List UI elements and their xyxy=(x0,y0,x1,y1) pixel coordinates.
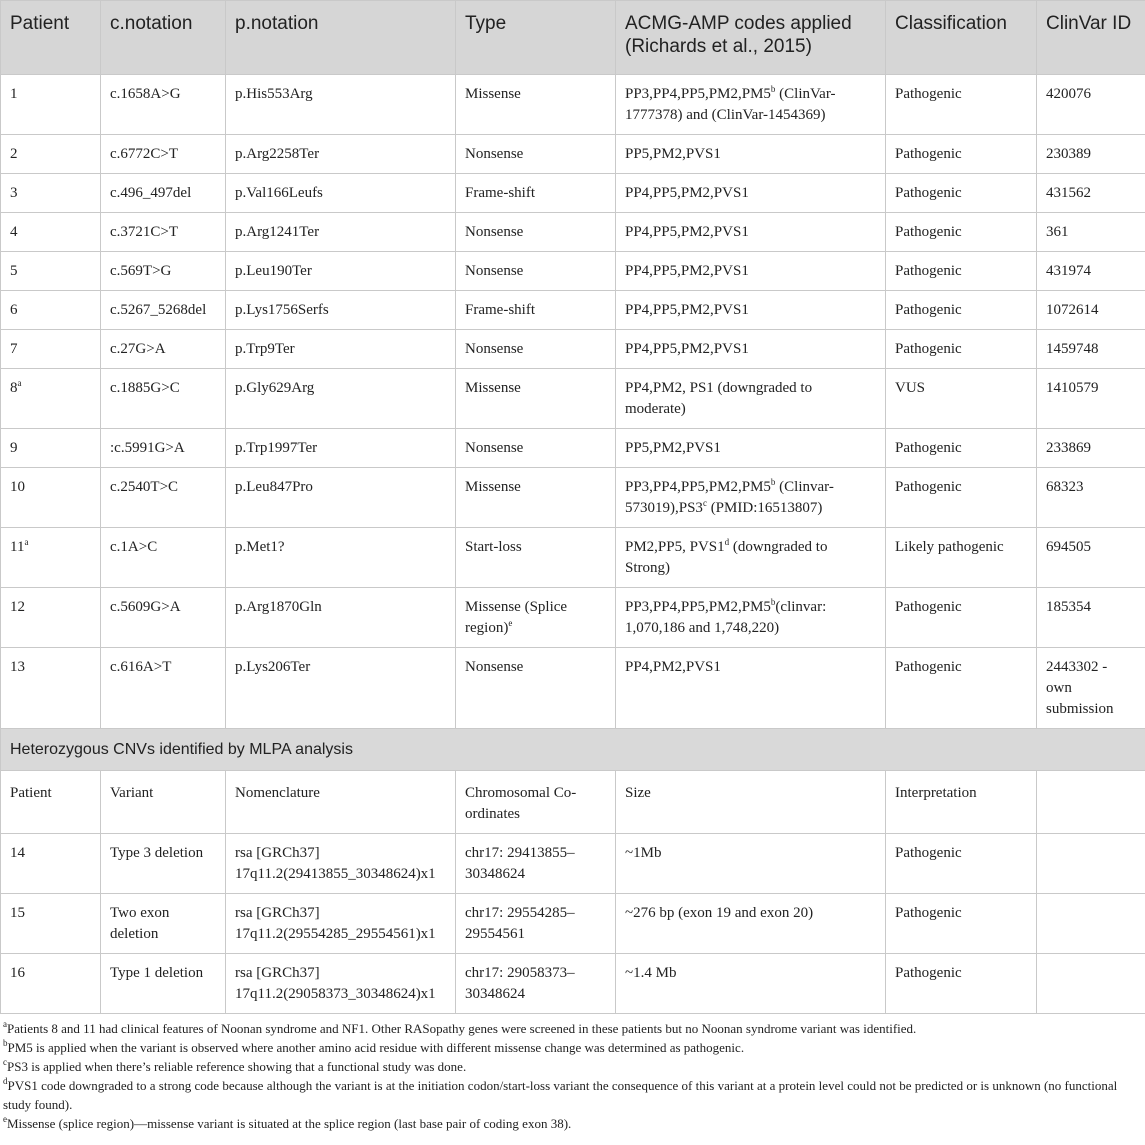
cell-type: Nonsense xyxy=(456,330,616,369)
cell-type: Start-loss xyxy=(456,528,616,588)
footnote-mark: e xyxy=(508,618,513,628)
cnv-cell-nomenclature: rsa [GRCh37] 17q11.2(29058373_30348624)x1 xyxy=(226,954,456,1014)
cnv-cell-size: ~276 bp (exon 19 and exon 20) xyxy=(616,894,886,954)
cnv-row xyxy=(1,954,1145,1014)
cell-classification: Likely pathogenic xyxy=(886,528,1037,588)
cell-acmg: PP4,PP5,PM2,PVS1 xyxy=(616,291,886,330)
cell-p-notation: p.Arg2258Ter xyxy=(226,135,456,174)
footnote-mark: b xyxy=(770,477,776,487)
cnv-cell-patient: 15 xyxy=(1,894,101,954)
cell-p-notation: p.Val166Leufs xyxy=(226,174,456,213)
cnv-cell-empty xyxy=(1037,834,1145,894)
acmg-text-rest: (PMID:16513807) xyxy=(706,500,823,516)
cell-classification: Pathogenic xyxy=(886,252,1037,291)
cnv-cell-variant: Type 1 deletion xyxy=(101,954,226,1014)
footnote xyxy=(3,1114,1142,1133)
cell-classification: Pathogenic xyxy=(886,429,1037,468)
cell-patient: 3 xyxy=(1,174,101,213)
cell-acmg: PP4,PP5,PM2,PVS1 xyxy=(616,330,886,369)
cnv-section-title: Heterozygous CNVs identified by MLPA analysis xyxy=(1,729,1145,771)
cell-acmg xyxy=(616,75,886,135)
cnv-header-coordinates: Chromosomal Co-ordinates xyxy=(456,771,616,834)
cnv-cell-variant: Type 3 deletion xyxy=(101,834,226,894)
patient-number: 8 xyxy=(10,380,18,396)
acmg-text: PP3,PP4,PP5,PM2,PM5 xyxy=(625,599,771,615)
cell-type: Frame-shift xyxy=(456,174,616,213)
cell-c-notation: :c.5991G>A xyxy=(101,429,226,468)
cell-acmg: PP4,PM2, PS1 (downgraded to moderate) xyxy=(616,369,886,429)
cnv-cell-patient: 14 xyxy=(1,834,101,894)
acmg-text-rest: (downgraded to Strong) xyxy=(625,539,828,576)
cnv-section-row xyxy=(1,729,1145,771)
cell-p-notation: p.Trp9Ter xyxy=(226,330,456,369)
cell-type: Frame-shift xyxy=(456,291,616,330)
cell-clinvar: 68323 xyxy=(1037,468,1145,528)
cell-p-notation: p.Leu190Ter xyxy=(226,252,456,291)
cell-patient: 1 xyxy=(1,75,101,135)
cell-type: Nonsense xyxy=(456,252,616,291)
cell-acmg xyxy=(616,468,886,528)
header-patient: Patient xyxy=(1,1,101,75)
patient-number: 11 xyxy=(10,539,25,555)
type-text: Missense (Splice region) xyxy=(465,599,568,636)
cnv-cell-nomenclature: rsa [GRCh37] 17q11.2(29413855_30348624)x1 xyxy=(226,834,456,894)
footnote-mark: b xyxy=(3,1038,8,1048)
cell-type: Nonsense xyxy=(456,213,616,252)
acmg-text: PM2,PP5, PVS1 xyxy=(625,539,725,555)
footnote-mark: a xyxy=(3,1019,7,1029)
cell-classification: Pathogenic xyxy=(886,648,1037,729)
cell-clinvar: 2443302 - own submission xyxy=(1037,648,1145,729)
cell-patient: 13 xyxy=(1,648,101,729)
cell-patient: 4 xyxy=(1,213,101,252)
table-row xyxy=(1,252,1145,291)
cnv-cell-variant: Two exon deletion xyxy=(101,894,226,954)
cell-clinvar: 361 xyxy=(1037,213,1145,252)
cell-c-notation: c.3721C>T xyxy=(101,213,226,252)
acmg-text-rest: (Clinvar-573019),PS3 xyxy=(625,479,834,516)
acmg-text-rest: (ClinVar-1777378) and (ClinVar-1454369) xyxy=(625,86,836,123)
cell-c-notation: c.5267_5268del xyxy=(101,291,226,330)
table-row xyxy=(1,75,1145,135)
header-acmg-codes: ACMG-AMP codes applied (Richards et al., 2015) xyxy=(616,1,886,75)
cnv-cell-coordinates: chr17: 29554285–29554561 xyxy=(456,894,616,954)
cell-classification: Pathogenic xyxy=(886,75,1037,135)
cnv-header-variant: Variant xyxy=(101,771,226,834)
cnv-cell-coordinates: chr17: 29058373–30348624 xyxy=(456,954,616,1014)
cell-clinvar: 420076 xyxy=(1037,75,1145,135)
cnv-cell-interpretation: Pathogenic xyxy=(886,834,1037,894)
cell-classification: Pathogenic xyxy=(886,588,1037,648)
cell-p-notation: p.Leu847Pro xyxy=(226,468,456,528)
cell-p-notation: p.Met1? xyxy=(226,528,456,588)
table-row xyxy=(1,213,1145,252)
cell-p-notation: p.Lys206Ter xyxy=(226,648,456,729)
cell-c-notation: c.1885G>C xyxy=(101,369,226,429)
cnv-cell-nomenclature: rsa [GRCh37] 17q11.2(29554285_29554561)x1 xyxy=(226,894,456,954)
cnv-row xyxy=(1,834,1145,894)
cell-p-notation: p.Lys1756Serfs xyxy=(226,291,456,330)
cell-c-notation: c.496_497del xyxy=(101,174,226,213)
footnote xyxy=(3,1019,1142,1038)
cell-type: Nonsense xyxy=(456,648,616,729)
acmg-text: PP3,PP4,PP5,PM2,PM5 xyxy=(625,86,771,102)
cell-patient xyxy=(1,369,101,429)
table-row xyxy=(1,369,1145,429)
cnv-cell-interpretation: Pathogenic xyxy=(886,954,1037,1014)
footnote-text: Missense (splice region)—missense variant is situated at the splice region (last base pair of coding exon 38). xyxy=(7,1116,572,1131)
footnote-text: PVS1 code downgraded to a strong code because although the variant is at the initiation codon/start-loss variant the consequence of this variant at a protein level could not be predicted or is unknown (no functional study found). xyxy=(3,1078,1118,1112)
cell-c-notation: c.2540T>C xyxy=(101,468,226,528)
acmg-text: PP3,PP4,PP5,PM2,PM5 xyxy=(625,479,771,495)
cell-clinvar: 431562 xyxy=(1037,174,1145,213)
cnv-cell-size: ~1Mb xyxy=(616,834,886,894)
cell-acmg: PP4,PM2,PVS1 xyxy=(616,648,886,729)
cnv-cell-interpretation: Pathogenic xyxy=(886,894,1037,954)
cell-c-notation: c.1658A>G xyxy=(101,75,226,135)
footnote-mark: a xyxy=(17,378,22,388)
cell-clinvar: 230389 xyxy=(1037,135,1145,174)
footnote-mark: b xyxy=(770,597,776,607)
footnote-mark: c xyxy=(702,498,707,508)
cell-c-notation: c.569T>G xyxy=(101,252,226,291)
cell-p-notation: p.Gly629Arg xyxy=(226,369,456,429)
header-clinvar-id: ClinVar ID xyxy=(1037,1,1145,75)
cell-type: Nonsense xyxy=(456,429,616,468)
cell-acmg: PP5,PM2,PVS1 xyxy=(616,135,886,174)
cell-p-notation: p.Trp1997Ter xyxy=(226,429,456,468)
cnv-header-size: Size xyxy=(616,771,886,834)
table-row xyxy=(1,135,1145,174)
cell-acmg: PP4,PP5,PM2,PVS1 xyxy=(616,174,886,213)
footnote xyxy=(3,1057,1142,1076)
cell-type: Missense xyxy=(456,75,616,135)
cell-patient: 2 xyxy=(1,135,101,174)
footnote-text: PS3 is applied when there’s reliable reference showing that a functional study was done. xyxy=(7,1059,467,1074)
table-row xyxy=(1,174,1145,213)
footnote-mark: b xyxy=(770,84,776,94)
cnv-cell-size: ~1.4 Mb xyxy=(616,954,886,1014)
header-type: Type xyxy=(456,1,616,75)
cell-clinvar: 185354 xyxy=(1037,588,1145,648)
cell-p-notation: p.Arg1870Gln xyxy=(226,588,456,648)
cell-patient: 5 xyxy=(1,252,101,291)
table-row xyxy=(1,528,1145,588)
cell-clinvar: 431974 xyxy=(1037,252,1145,291)
header-c-notation: c.notation xyxy=(101,1,226,75)
cnv-row xyxy=(1,894,1145,954)
table-row xyxy=(1,291,1145,330)
footnotes xyxy=(0,1014,1145,1133)
cell-classification: Pathogenic xyxy=(886,330,1037,369)
cnv-header-row xyxy=(1,771,1145,834)
footnote xyxy=(3,1076,1142,1114)
cell-type: Nonsense xyxy=(456,135,616,174)
cell-patient: 10 xyxy=(1,468,101,528)
header-classification: Classification xyxy=(886,1,1037,75)
footnote-mark: d xyxy=(3,1076,8,1086)
cell-classification: Pathogenic xyxy=(886,291,1037,330)
header-p-notation: p.notation xyxy=(226,1,456,75)
cell-acmg: PP5,PM2,PVS1 xyxy=(616,429,886,468)
cnv-header-interpretation: Interpretation xyxy=(886,771,1037,834)
cnv-cell-coordinates: chr17: 29413855–30348624 xyxy=(456,834,616,894)
cnv-cell-patient: 16 xyxy=(1,954,101,1014)
cell-patient: 7 xyxy=(1,330,101,369)
cnv-cell-empty xyxy=(1037,894,1145,954)
cell-classification: Pathogenic xyxy=(886,213,1037,252)
cell-acmg xyxy=(616,528,886,588)
cell-patient: 9 xyxy=(1,429,101,468)
cell-clinvar: 233869 xyxy=(1037,429,1145,468)
footnote-mark: a xyxy=(24,537,29,547)
cell-type: Missense xyxy=(456,369,616,429)
footnote-mark: e xyxy=(3,1114,7,1124)
footnote-text: Patients 8 and 11 had clinical features of Noonan syndrome and NF1. Other RASopathy genes were screened in these patients but no Noonan syndrome variant was identified. xyxy=(7,1021,917,1036)
cell-patient: 12 xyxy=(1,588,101,648)
cell-c-notation: c.6772C>T xyxy=(101,135,226,174)
cell-c-notation: c.1A>C xyxy=(101,528,226,588)
table-row xyxy=(1,588,1145,648)
cell-p-notation: p.His553Arg xyxy=(226,75,456,135)
table-row xyxy=(1,468,1145,528)
cell-acmg: PP4,PP5,PM2,PVS1 xyxy=(616,213,886,252)
cell-clinvar: 1459748 xyxy=(1037,330,1145,369)
cell-patient xyxy=(1,528,101,588)
cnv-header-nomenclature: Nomenclature xyxy=(226,771,456,834)
header-row xyxy=(1,1,1145,75)
cell-clinvar: 1410579 xyxy=(1037,369,1145,429)
footnote-mark: d xyxy=(724,537,730,547)
cell-type xyxy=(456,588,616,648)
cell-classification: VUS xyxy=(886,369,1037,429)
cell-p-notation: p.Arg1241Ter xyxy=(226,213,456,252)
footnote-mark: c xyxy=(3,1057,7,1067)
footnote xyxy=(3,1038,1142,1057)
table-row xyxy=(1,330,1145,369)
cell-classification: Pathogenic xyxy=(886,135,1037,174)
cell-clinvar: 1072614 xyxy=(1037,291,1145,330)
cnv-cell-empty xyxy=(1037,954,1145,1014)
table-row xyxy=(1,648,1145,729)
cell-c-notation: c.27G>A xyxy=(101,330,226,369)
cell-acmg: PP4,PP5,PM2,PVS1 xyxy=(616,252,886,291)
cell-type: Missense xyxy=(456,468,616,528)
cnv-header-patient: Patient xyxy=(1,771,101,834)
table-row xyxy=(1,429,1145,468)
cnv-header-empty xyxy=(1037,771,1145,834)
cell-classification: Pathogenic xyxy=(886,174,1037,213)
footnote-text: PM5 is applied when the variant is observed where another amino acid residue with different missense change was determined as pathogenic. xyxy=(7,1040,745,1055)
cell-acmg xyxy=(616,588,886,648)
cell-classification: Pathogenic xyxy=(886,468,1037,528)
acmg-text-rest: (clinvar: 1,070,186 and 1,748,220) xyxy=(625,599,827,636)
cell-patient: 6 xyxy=(1,291,101,330)
cell-c-notation: c.616A>T xyxy=(101,648,226,729)
cell-c-notation: c.5609G>A xyxy=(101,588,226,648)
cell-clinvar: 694505 xyxy=(1037,528,1145,588)
